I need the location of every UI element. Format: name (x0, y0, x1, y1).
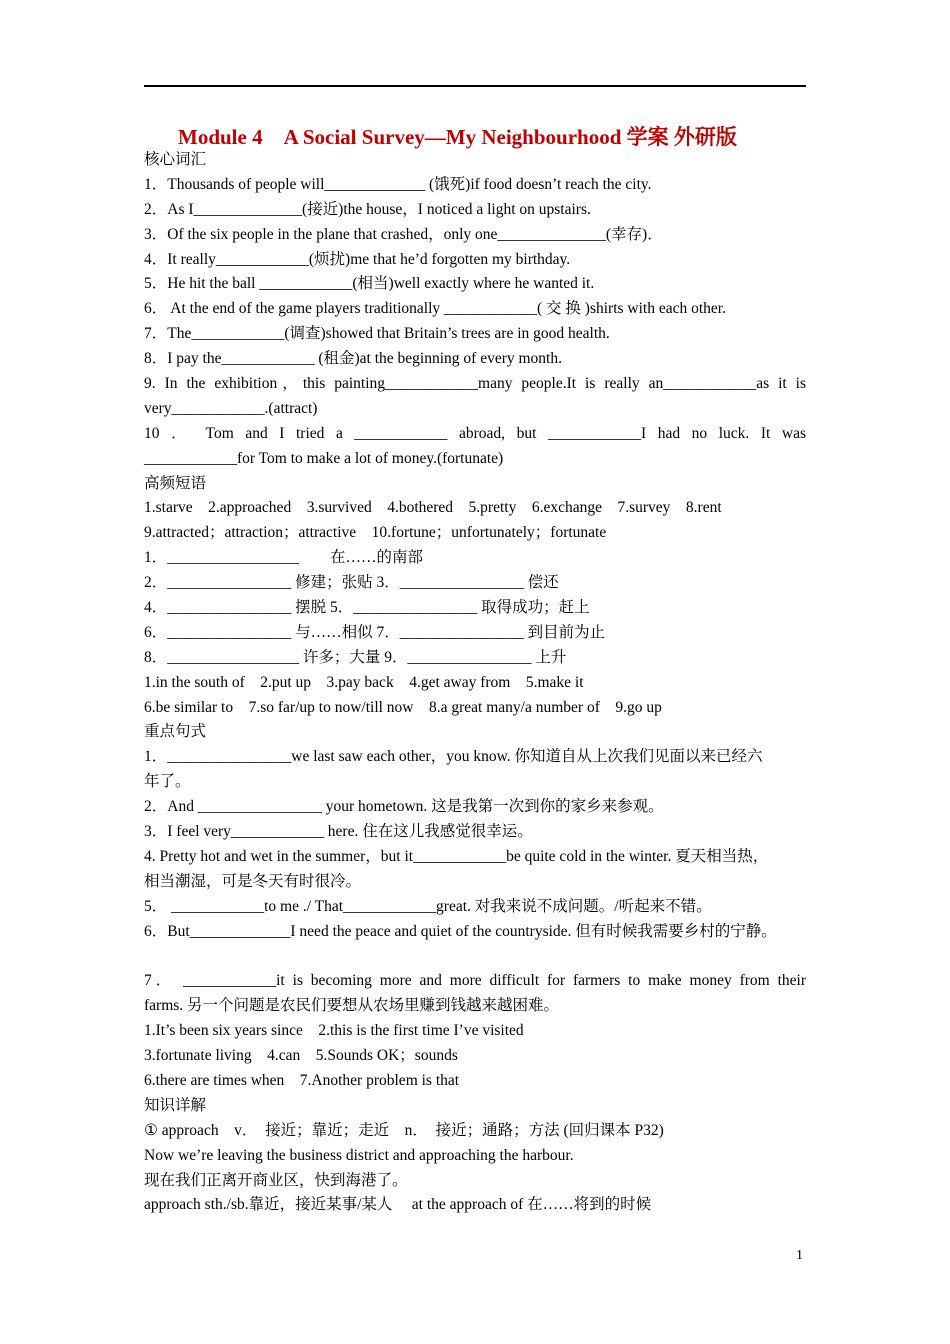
vocab-line: 10 ． Tom and I tried a ____________ abroad, but ____________I had no luck. It was (144, 424, 806, 442)
phrase-line: 6．________________ 与……相似 7．________________ 到目前为止 (144, 623, 606, 641)
vocab-line: 2．As I______________(接近)the house，I noticed a light on upstairs. (144, 200, 591, 218)
phrases-heading: 高频短语 (144, 474, 207, 492)
sentence-line: 年了。 (144, 773, 191, 791)
sentences-heading: 重点句式 (144, 723, 207, 741)
vocab-line: very____________.(attract) (144, 399, 318, 417)
knowledge-line: ① approach v． 接近；靠近；走近 n． 接近；通路；方法 (回归课本 P32) (144, 1121, 664, 1139)
vocab-line: 9. In the exhibition，this painting____________many people.It is really an____________as it is (144, 375, 806, 393)
blank-line (144, 945, 806, 970)
header-rule (144, 85, 806, 87)
sentence-answer-line: 3.fortunate living 4.can 5.Sounds OK；sounds (144, 1047, 458, 1065)
sentence-line: 4. Pretty hot and wet in the summer，but it____________be quite cold in the winter. 夏天相当热， (144, 847, 769, 865)
sentence-line: 7． ____________it is becoming more and more difficult for farmers to make money from their (144, 972, 806, 990)
vocab-line: 7．The____________(调查)showed that Britain’s trees are in good health. (144, 325, 610, 343)
vocab-line: 6． At the end of the game players traditionally ____________( 交 换 )shirts with each other. (144, 300, 726, 318)
knowledge-line: 现在我们正离开商业区，快到海港了。 (144, 1171, 408, 1189)
sentence-line: 1．________________we last saw each other，you know. 你知道自从上次我们见面以来已经六 (144, 748, 763, 766)
vocab-heading: 核心词汇 (144, 151, 207, 168)
sentence-line: 6．But_____________I need the peace and quiet of the countryside. 但有时候我需要乡村的宁静。 (144, 922, 777, 940)
vocab-line: 5．He hit the ball ____________(相当)well exactly where he wanted it. (144, 275, 595, 293)
vocab-answer-line: 1.starve 2.approached 3.survived 4.bothered 5.pretty 6.exchange 7.survey 8.rent (144, 499, 722, 517)
knowledge-line: Now we’re leaving the business district and approaching the harbour. (144, 1146, 574, 1164)
knowledge-line: approach sth./sb.靠近，接近某事/某人 at the approach of 在……将到的时候 (144, 1196, 652, 1214)
page-number: 1 (796, 1248, 803, 1263)
sentence-answer-line: 6.there are times when 7.Another problem is that (144, 1071, 460, 1089)
phrase-line: 2．________________ 修建；张贴 3．________________ 偿还 (144, 574, 559, 592)
vocab-line: 3．Of the six people in the plane that crashed，only one______________(幸存)． (144, 225, 663, 243)
phrase-line: 8．_________________ 许多；大量 9．________________ 上升 (144, 648, 567, 666)
document-body (144, 148, 806, 1218)
sentence-line: 2．And ________________ your hometown. 这是我第一次到你的家乡来参观。 (144, 798, 664, 816)
page-title: Module 4 A Social Survey—My Neighbourhood 学案 外研版 (178, 125, 737, 149)
sentence-answer-line: 1.It’s been six years since 2.this is the first time I’ve visited (144, 1022, 524, 1040)
phrase-line: 4．________________ 摆脱 5．________________ 取得成功；赶上 (144, 599, 590, 617)
phrase-line: 1．_________________ 在……的南部 (144, 549, 424, 567)
sentence-line: 5． ____________to me ./ That____________great. 对我来说不成问题。/听起来不错。 (144, 897, 712, 915)
sentence-line: farms. 另一个问题是农民们要想从农场里赚到钱越来越困难。 (144, 997, 560, 1015)
vocab-line: 4．It really____________(烦扰)me that he’d forgotten my birthday. (144, 250, 571, 268)
vocab-line: 1．Thousands of people will_____________ (饿死)if food doesn’t reach the city. (144, 175, 652, 193)
vocab-answer-line: 9.attracted；attraction；attractive 10.fortune；unfortunately；fortunate (144, 524, 607, 542)
sentence-line: 相当潮湿，可是冬天有时很冷。 (144, 872, 362, 890)
knowledge-heading: 知识详解 (144, 1096, 207, 1114)
sentence-line: 3．I feel very____________ here. 住在这儿我感觉很幸运。 (144, 823, 533, 841)
vocab-line: ____________for Tom to make a lot of money.(fortunate) (144, 449, 504, 467)
vocab-line: 8．I pay the____________ (租金)at the beginning of every month. (144, 350, 562, 368)
phrase-answer-line: 6.be similar to 7.so far/up to now/till now 8.a great many/a number of 9.go up (144, 698, 662, 716)
phrase-answer-line: 1.in the south of 2.put up 3.pay back 4.get away from 5.make it (144, 673, 584, 691)
